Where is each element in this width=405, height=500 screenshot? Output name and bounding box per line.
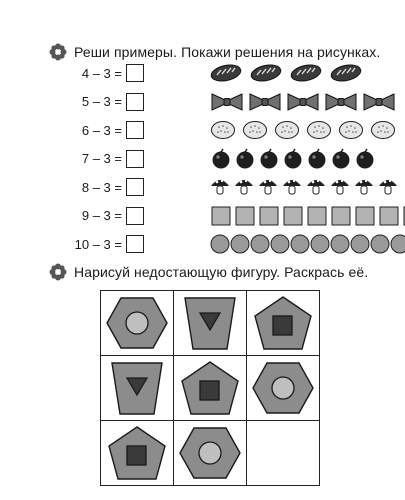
bow-tie-icon bbox=[324, 91, 358, 113]
equation-text: 6 – 3 = bbox=[81, 122, 122, 138]
trapezoid-wide-top-with-triangle-down-icon bbox=[177, 294, 243, 352]
mushroom-icon bbox=[234, 176, 254, 198]
grid-cell bbox=[246, 290, 320, 356]
shape-grid bbox=[100, 290, 319, 485]
flower-bullet-icon bbox=[48, 262, 68, 282]
square-icon bbox=[258, 205, 280, 227]
bow-tie-icon bbox=[248, 91, 282, 113]
berry-icon bbox=[234, 148, 256, 170]
grid-cell bbox=[246, 355, 320, 421]
mushroom-icon bbox=[282, 176, 302, 198]
mushroom-icon bbox=[378, 176, 398, 198]
picture-group bbox=[210, 175, 398, 199]
equation-text: 4 – 3 = bbox=[81, 65, 122, 81]
circle-icon bbox=[290, 233, 310, 255]
bun-icon bbox=[370, 119, 396, 141]
hexagon-with-circle-icon bbox=[250, 359, 316, 417]
answer-box[interactable] bbox=[126, 121, 144, 139]
grid-cell bbox=[100, 420, 174, 486]
bow-tie-icon bbox=[210, 91, 244, 113]
task-2-instruction: Нарисуй недостающую фигуру. Раскрась её. bbox=[74, 264, 369, 280]
task-2-header bbox=[48, 262, 368, 282]
grid-cell bbox=[173, 420, 247, 486]
equation-text: 5 – 3 = bbox=[81, 94, 122, 109]
grid-cell bbox=[100, 355, 174, 421]
answer-box[interactable] bbox=[126, 178, 144, 196]
task-1-instruction: Реши примеры. Покажи решения на рисунках. bbox=[74, 44, 381, 60]
circle-icon bbox=[230, 233, 250, 255]
equation-text: 7 – 3 = bbox=[81, 151, 122, 166]
trapezoid-wide-top-with-triangle-down-icon bbox=[104, 359, 170, 417]
circle-icon bbox=[250, 233, 270, 255]
circle-icon bbox=[310, 233, 330, 255]
equation-text: 9 – 3 = bbox=[81, 208, 122, 223]
pentagon-with-square-icon bbox=[104, 424, 170, 482]
equation-row bbox=[60, 175, 144, 199]
picture-group bbox=[210, 232, 405, 256]
picture-group bbox=[210, 118, 396, 142]
square-icon bbox=[306, 205, 328, 227]
picture-group bbox=[210, 90, 396, 114]
pentagon-with-square-icon bbox=[177, 359, 243, 417]
berry-icon bbox=[330, 148, 352, 170]
answer-box[interactable] bbox=[126, 207, 144, 225]
picture-group bbox=[210, 147, 376, 171]
circle-icon bbox=[350, 233, 370, 255]
picture-group bbox=[210, 61, 362, 85]
square-icon bbox=[234, 205, 256, 227]
bun-icon bbox=[306, 119, 332, 141]
square-icon bbox=[282, 205, 304, 227]
grid-cell bbox=[173, 290, 247, 356]
berry-icon bbox=[258, 148, 280, 170]
bread-loaf-icon bbox=[250, 62, 282, 84]
circle-icon bbox=[370, 233, 390, 255]
answer-box[interactable] bbox=[126, 150, 144, 168]
equation-text: 10 – 3 = bbox=[74, 236, 122, 252]
bun-icon bbox=[210, 119, 236, 141]
flower-bullet-icon bbox=[48, 42, 68, 62]
mushroom-icon bbox=[330, 176, 350, 198]
grid-cell bbox=[173, 355, 247, 421]
bread-loaf-icon bbox=[290, 62, 322, 84]
bread-loaf-icon bbox=[210, 62, 242, 84]
grid-cell bbox=[100, 290, 174, 356]
picture-group bbox=[210, 204, 405, 228]
equation-row bbox=[60, 61, 144, 85]
equation-row bbox=[60, 90, 144, 114]
equation-row bbox=[60, 232, 144, 256]
circle-icon bbox=[330, 233, 350, 255]
equation-text: 8 – 3 = bbox=[81, 179, 122, 195]
mushroom-icon bbox=[210, 176, 230, 198]
bread-loaf-icon bbox=[330, 62, 362, 84]
answer-box[interactable] bbox=[126, 93, 144, 111]
pentagon-with-square-icon bbox=[250, 294, 316, 352]
mushroom-icon bbox=[306, 176, 326, 198]
circle-icon bbox=[210, 233, 230, 255]
mushroom-icon bbox=[258, 176, 278, 198]
berry-icon bbox=[210, 148, 232, 170]
bow-tie-icon bbox=[362, 91, 396, 113]
berry-icon bbox=[354, 148, 376, 170]
equation-row bbox=[60, 118, 144, 142]
hexagon-with-circle-icon bbox=[177, 424, 243, 482]
equation-row bbox=[60, 147, 144, 171]
bow-tie-icon bbox=[286, 91, 320, 113]
circle-icon bbox=[390, 233, 405, 255]
bun-icon bbox=[242, 119, 268, 141]
bun-icon bbox=[274, 119, 300, 141]
hexagon-with-circle-icon bbox=[104, 294, 170, 352]
task-1-header bbox=[48, 42, 380, 62]
square-icon bbox=[378, 205, 400, 227]
answer-box[interactable] bbox=[126, 64, 144, 82]
answer-box[interactable] bbox=[126, 235, 144, 253]
square-icon bbox=[210, 205, 232, 227]
berry-icon bbox=[306, 148, 328, 170]
equation-row bbox=[60, 204, 144, 228]
bun-icon bbox=[338, 119, 364, 141]
mushroom-icon bbox=[354, 176, 374, 198]
square-icon bbox=[330, 205, 352, 227]
circle-icon bbox=[270, 233, 290, 255]
square-icon bbox=[354, 205, 376, 227]
empty-cell[interactable] bbox=[246, 420, 320, 486]
berry-icon bbox=[282, 148, 304, 170]
